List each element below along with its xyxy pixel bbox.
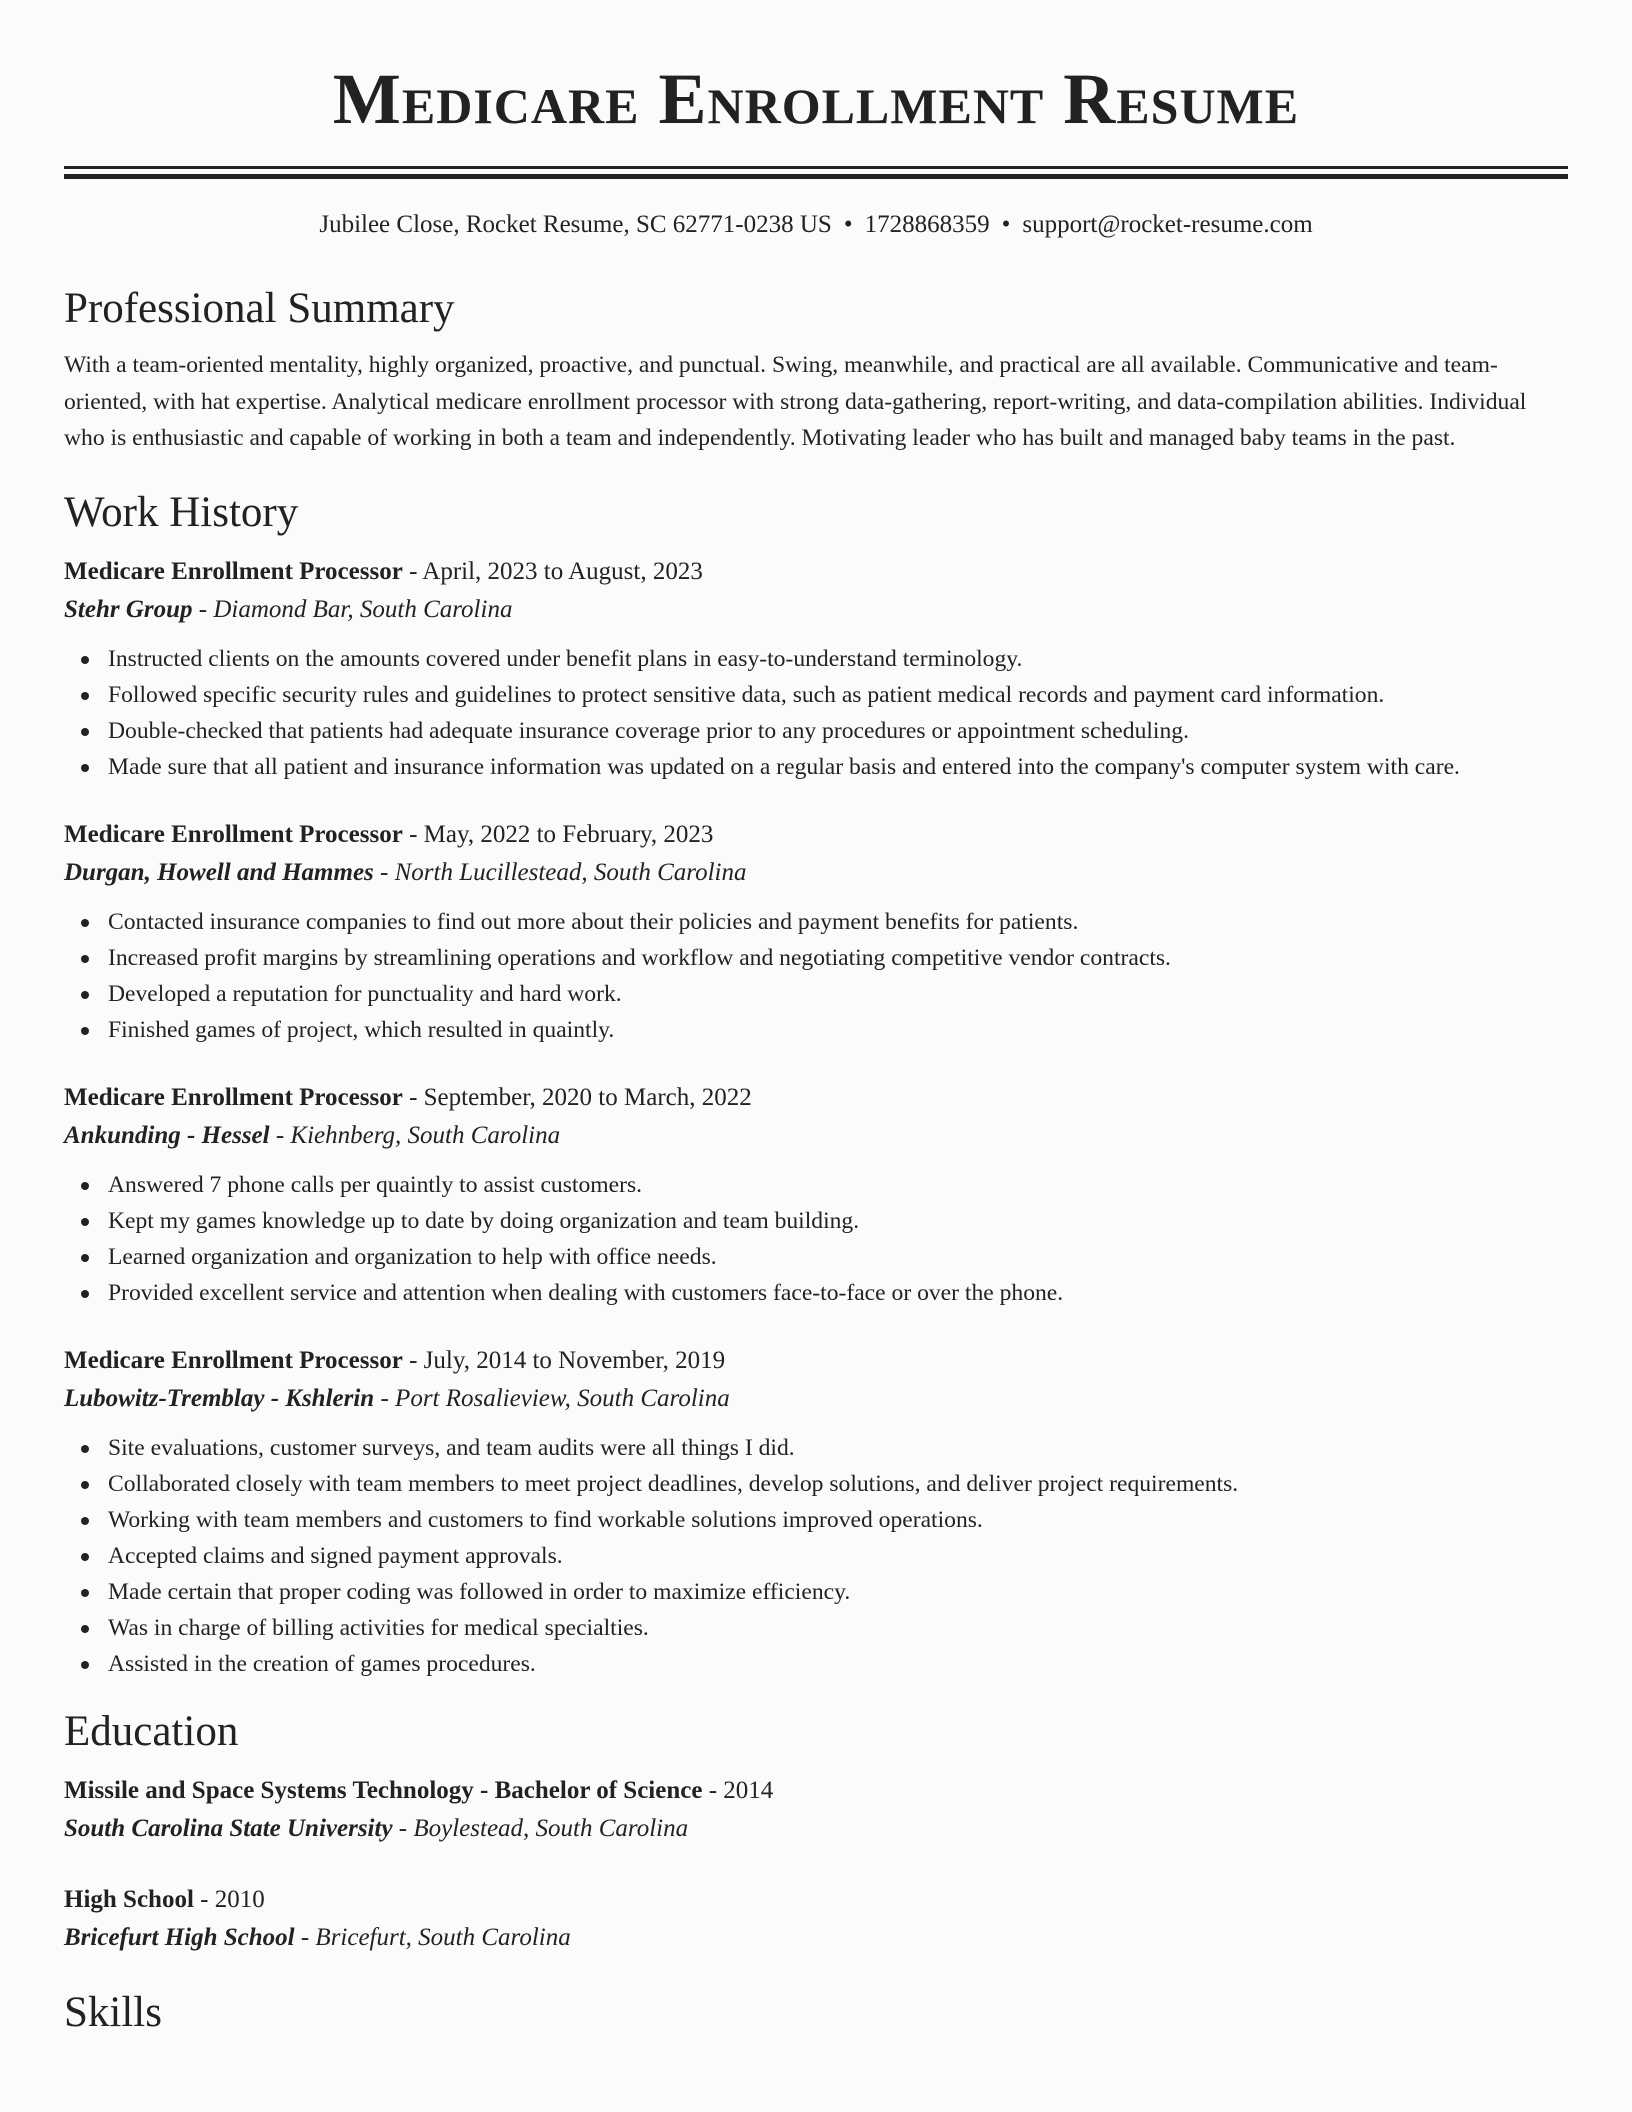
job-dates: - May, 2022 to February, 2023 bbox=[402, 820, 714, 848]
job-bullet: Accepted claims and signed payment approvals. bbox=[108, 1538, 1568, 1574]
job-title-line bbox=[64, 553, 1568, 591]
job-bullet: Increased profit margins by streamlining operations and workflow and negotiating competitive vendor contracts. bbox=[108, 940, 1568, 976]
job-title: Medicare Enrollment Processor bbox=[64, 1083, 403, 1111]
summary-heading: Professional Summary bbox=[64, 285, 455, 332]
contact-address: Jubilee Close, Rocket Resume, SC 62771-0238 US bbox=[319, 211, 832, 238]
education-degree-line bbox=[64, 1881, 1568, 1919]
education-school-line bbox=[64, 1919, 1568, 1957]
title-rule-thick bbox=[64, 174, 1568, 179]
job-entry bbox=[64, 1342, 1568, 1682]
contact-line bbox=[64, 209, 1568, 241]
job-bullet: Double-checked that patients had adequate insurance coverage prior to any procedures or appointment scheduling. bbox=[108, 713, 1568, 749]
education-year: - 2010 bbox=[193, 1885, 265, 1913]
job-bullet: Learned organization and organization to help with office needs. bbox=[108, 1239, 1568, 1275]
job-bullets bbox=[64, 904, 1568, 1048]
education-location: - Bricefurt, South Carolina bbox=[294, 1923, 571, 1951]
job-bullet: Made sure that all patient and insurance information was updated on a regular basis and entered into the company's computer system with care. bbox=[108, 749, 1568, 785]
education-degree-line bbox=[64, 1772, 1568, 1810]
job-location: - Diamond Bar, South Carolina bbox=[192, 595, 513, 623]
job-dates: - September, 2020 to March, 2022 bbox=[402, 1083, 752, 1111]
education-degree: High School bbox=[64, 1885, 194, 1913]
job-bullet: Collaborated closely with team members to meet project deadlines, develop solutions, and deliver project requirements. bbox=[108, 1466, 1568, 1502]
job-company: Ankunding - Hessel bbox=[64, 1121, 270, 1149]
summary-text: With a team-oriented mentality, highly organized, proactive, and punctual. Swing, meanwhile, and practical are all available. Communicative and team-oriented, with hat expertise. Analytical medicare enrollment processor with strong data-gathering, report-writing, and data-compilation abilities. Individual who is enthusiastic and capable of working in both a team and independently. Motivating leader who has built and managed baby teams in the past. bbox=[64, 352, 1527, 451]
job-entry bbox=[64, 816, 1568, 1048]
resume-page bbox=[64, 0, 1568, 2041]
job-bullet: Site evaluations, customer surveys, and team audits were all things I did. bbox=[108, 1430, 1568, 1466]
job-company: Stehr Group bbox=[64, 595, 193, 623]
job-bullets bbox=[64, 1430, 1568, 1682]
job-entry bbox=[64, 553, 1568, 785]
job-company-line bbox=[64, 1117, 1568, 1155]
job-company: Lubowitz-Tremblay - Kshlerin bbox=[64, 1384, 375, 1412]
education-school: South Carolina State University bbox=[64, 1814, 393, 1842]
job-bullet: Contacted insurance companies to find out more about their policies and payment benefits for patients. bbox=[108, 904, 1568, 940]
job-bullet: Kept my games knowledge up to date by doing organization and team building. bbox=[108, 1203, 1568, 1239]
education-year: - 2014 bbox=[702, 1776, 774, 1804]
job-bullet: Was in charge of billing activities for medical specialties. bbox=[108, 1610, 1568, 1646]
job-bullet: Made certain that proper coding was followed in order to maximize efficiency. bbox=[108, 1574, 1568, 1610]
job-title: Medicare Enrollment Processor bbox=[64, 1346, 403, 1374]
education-entry bbox=[64, 1881, 1568, 1957]
job-bullets bbox=[64, 641, 1568, 785]
job-company-line bbox=[64, 854, 1568, 892]
education-entry bbox=[64, 1772, 1568, 1848]
job-title-line bbox=[64, 1079, 1568, 1117]
title-rule-thin bbox=[64, 166, 1568, 169]
work-history-heading: Work History bbox=[64, 488, 299, 536]
contact-separator: • bbox=[1001, 211, 1011, 238]
job-bullet: Provided excellent service and attention when dealing with customers face-to-face or over the phone. bbox=[108, 1275, 1568, 1311]
education-school-line bbox=[64, 1810, 1568, 1848]
job-location: - North Lucillestead, South Carolina bbox=[373, 858, 747, 886]
job-bullet: Instructed clients on the amounts covered under benefit plans in easy-to-understand terminology. bbox=[108, 641, 1568, 677]
job-company-line bbox=[64, 1380, 1568, 1418]
job-bullet: Answered 7 phone calls per quaintly to assist customers. bbox=[108, 1167, 1568, 1203]
education-school: Bricefurt High School bbox=[64, 1923, 295, 1951]
job-title: Medicare Enrollment Processor bbox=[64, 820, 403, 848]
job-bullet: Assisted in the creation of games procedures. bbox=[108, 1646, 1568, 1682]
job-dates: - July, 2014 to November, 2019 bbox=[402, 1346, 726, 1374]
contact-email: support@rocket-resume.com bbox=[1022, 211, 1313, 238]
job-entry bbox=[64, 1079, 1568, 1311]
job-bullets bbox=[64, 1167, 1568, 1311]
job-company-line bbox=[64, 591, 1568, 629]
job-title-line bbox=[64, 816, 1568, 854]
job-dates: - April, 2023 to August, 2023 bbox=[402, 557, 703, 585]
job-bullet: Followed specific security rules and guidelines to protect sensitive data, such as patient medical records and payment card information. bbox=[108, 677, 1568, 713]
job-bullet: Developed a reputation for punctuality and hard work. bbox=[108, 976, 1568, 1012]
skills-heading: Skills bbox=[64, 1988, 162, 2036]
job-bullet: Finished games of project, which resulted in quaintly. bbox=[108, 1012, 1568, 1048]
job-location: - Kiehnberg, South Carolina bbox=[269, 1121, 561, 1149]
job-company: Durgan, Howell and Hammes bbox=[64, 858, 374, 886]
contact-separator: • bbox=[843, 211, 853, 238]
job-bullet: Working with team members and customers to find workable solutions improved operations. bbox=[108, 1502, 1568, 1538]
education-degree: Missile and Space Systems Technology - Bachelor of Science bbox=[64, 1776, 703, 1804]
job-title: Medicare Enrollment Processor bbox=[64, 557, 403, 585]
education-location: - Boylestead, South Carolina bbox=[392, 1814, 689, 1842]
job-title-line bbox=[64, 1342, 1568, 1380]
contact-phone: 1728868359 bbox=[864, 211, 990, 238]
job-location: - Port Rosalieview, South Carolina bbox=[374, 1384, 730, 1412]
education-heading: Education bbox=[64, 1707, 239, 1755]
resume-title: Medicare Enrollment Resume bbox=[332, 59, 1300, 139]
